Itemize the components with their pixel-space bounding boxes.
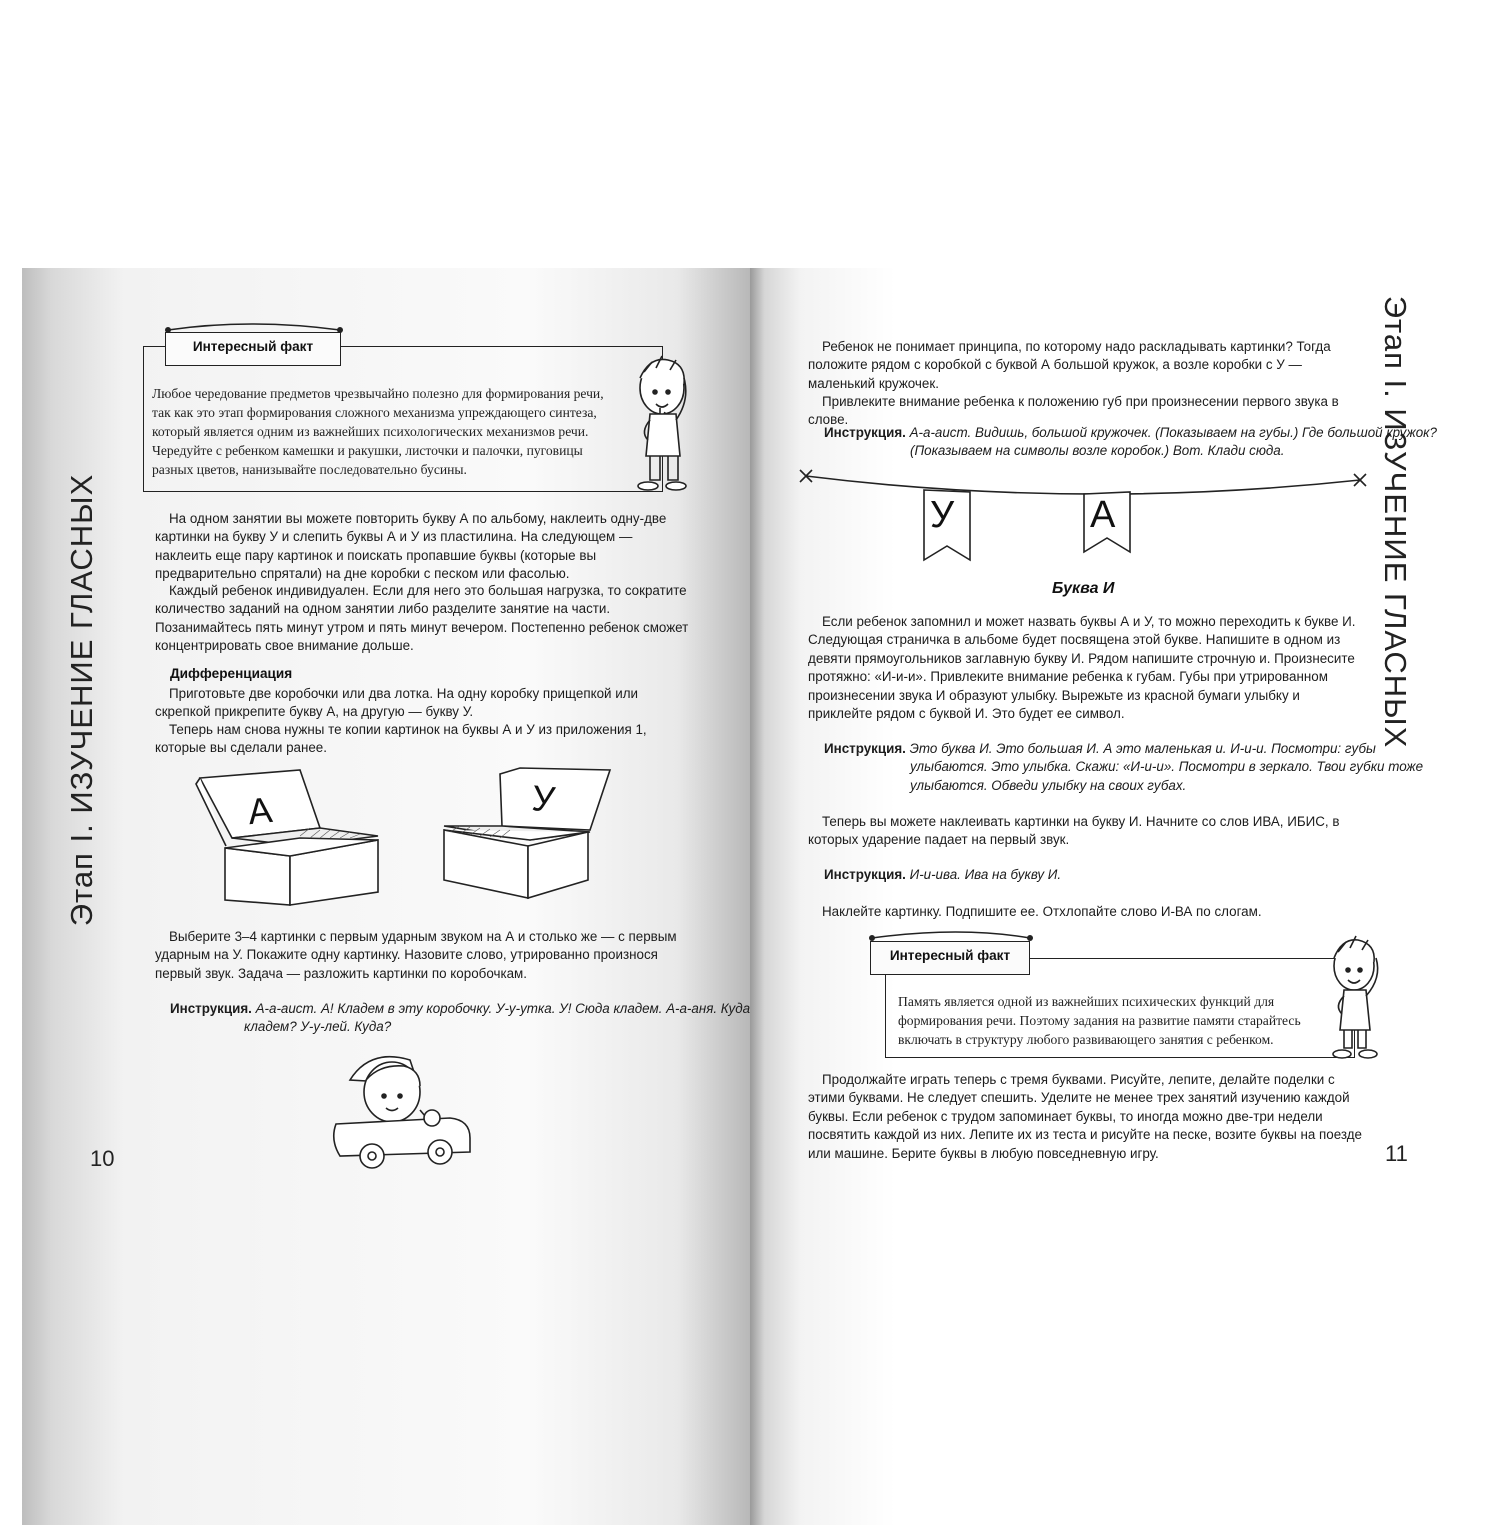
right-instruction-3-label: Инструкция. bbox=[824, 867, 906, 882]
letter-i-heading: Буква И bbox=[1052, 580, 1115, 597]
left-paragraph-3: Приготовьте две коробочки или два лотка. На одну коробку прищепкой или скрепкой прикрепите букву А, на другую — букву У. bbox=[155, 686, 639, 720]
flag-u-letter: У bbox=[930, 494, 955, 536]
right-instruction-1-text: А-а-аист. Видишь, большой кружочек. (Показываем на губы.) Где большой кружок? (Показываем на символы возле коробок.) Вот. Клади сюда. bbox=[909, 425, 1437, 459]
right-instruction-1 bbox=[824, 424, 1450, 461]
diff-heading: Дифференциация bbox=[170, 666, 293, 681]
left-paragraph-5: Выберите 3–4 картинки с первым ударным звуком на А и столько же — с первым ударным на У. Покажите одну картинку. Назовите слово, утрированно произнося первый звук. Задача — разложить картинки по коробочкам. bbox=[155, 929, 677, 981]
right-instruction-2-text: Это буква И. Это большая И. А это маленькая и. И-и-и. Посмотри: губы улыбаются. Это улыбка. Скажи: «И-и-и». Посмотри в зеркало. Твои губки тоже улыбаются. Обведи улыбку на своих губах. bbox=[909, 741, 1424, 793]
left-paragraph-1: На одном занятии вы можете повторить букву А по альбому, наклеить одну-две картинки на букву У и слепить буквы А и У из пластилина. На следующем — наклеить еще пару картинок и поискать пропавшие буквы (которые вы предварительно спрятали) на дне коробки с песком или фасолью. bbox=[155, 511, 667, 582]
right-instruction-1-label: Инструкция. bbox=[824, 425, 906, 440]
right-instruction-2 bbox=[824, 740, 1430, 795]
fact-label-right: Интересный факт bbox=[870, 941, 1030, 975]
section-title-right: Этап I. ИЗУЧЕНИЕ ГЛАСНЫХ bbox=[1378, 295, 1413, 749]
boy-thinking-illustration-right bbox=[0, 0, 1, 1]
fact-text-right: Память является одной из важнейших психических функций для формирования речи. Поэтому задания на развитие памяти старайтесь включать в структуру любого развивающего занятия с ребенком. bbox=[898, 994, 1301, 1047]
right-paragraph-2: Привлеките внимание ребенка к положению губ при произнесении первого звука в слове. bbox=[808, 394, 1339, 428]
left-instruction-text: А-а-аист. А! Кладем в эту коробочку. У-у-утка. У! Сюда кладем. А-а-аня. Куда кладем? У-у-лей. Куда? bbox=[244, 1001, 751, 1035]
left-paragraph-4: Теперь нам снова нужны те копии картинок на буквы А и У из приложения 1, которые вы сделали ранее. bbox=[155, 722, 647, 756]
fact-text-left: Любое чередование предметов чрезвычайно полезно для формирования речи, так как это этап формирования сложного механизма упреждающего синтеза, который является одним из важнейших психологических механизмов речи. Чередуйте с ребенком камешки и ракушки, листочки и палочки, пуговицы разных цветов, нанизывайте последовательно бусины. bbox=[152, 386, 604, 477]
right-paragraph-3: Если ребенок запомнил и может назвать буквы А и У, то можно переходить к букве И. Следующая страничка в альбоме будет посвящена этой букве. Напишите в одном из девяти прямоугольников заглавную букву И. Рядом напишите строчную и. Произнесите протяжно: «И-и-и». Привлеките внимание ребенка к губам. Губы при утрированном произнесении звука И образуют улыбку. Вырежьте из красной бумаги улыбку и приклейте рядом с буквой И. Это будет ее символ. bbox=[808, 614, 1356, 722]
left-paragraph-2: Каждый ребенок индивидуален. Если для него это большая нагрузка, то сократите количество заданий на одном занятии либо разделите занятие на части. Позанимайтесь пять минут утром и пять минут вечером. Постепенно ребенок сможет концентрировать свое внимание дольше. bbox=[155, 583, 689, 654]
left-instruction bbox=[170, 1000, 764, 1037]
right-instruction-2-label: Инструкция. bbox=[824, 741, 906, 756]
page-number-left: 10 bbox=[90, 1146, 115, 1171]
right-paragraph-4: Теперь вы можете наклеивать картинки на букву И. Начните со слов ИВА, ИБИС, в которых ударение падает на первый звук. bbox=[808, 814, 1340, 848]
left-instruction-label: Инструкция. bbox=[170, 1001, 252, 1016]
box-a-letter: А bbox=[245, 788, 275, 833]
box-u-letter: У bbox=[530, 777, 557, 820]
right-instruction-3 bbox=[824, 866, 1364, 884]
right-paragraph-1: Ребенок не понимает принципа, по которому надо раскладывать картинки? Тогда положите рядом с коробкой с буквой А большой кружок, а возле коробки с У — маленький кружочек. bbox=[808, 339, 1331, 391]
right-instruction-3-text: И-и-ива. Ива на букву И. bbox=[909, 867, 1062, 882]
right-paragraph-5: Наклейте картинку. Подпишите ее. Отхлопайте слово И-ВА по слогам. bbox=[822, 904, 1262, 919]
flag-a-letter: А bbox=[1090, 494, 1116, 536]
section-title-left: Этап I. ИЗУЧЕНИЕ ГЛАСНЫХ bbox=[64, 473, 99, 927]
fact-label-left: Интересный факт bbox=[165, 332, 341, 366]
right-paragraph-6: Продолжайте играть теперь с тремя буквами. Рисуйте, лепите, делайте поделки с этими буквами. Не следует спешить. Уделите не менее трех занятий изучению каждой буквы. Если ребенок с трудом запоминает буквы, то иногда можно две-три недели посвятить каждой из них. Лепите их из теста и рисуйте на песке, возите буквы на поезде или машине. Берите буквы в любую повседневную игру. bbox=[808, 1072, 1362, 1161]
page-number-right: 11 bbox=[1385, 1141, 1408, 1166]
